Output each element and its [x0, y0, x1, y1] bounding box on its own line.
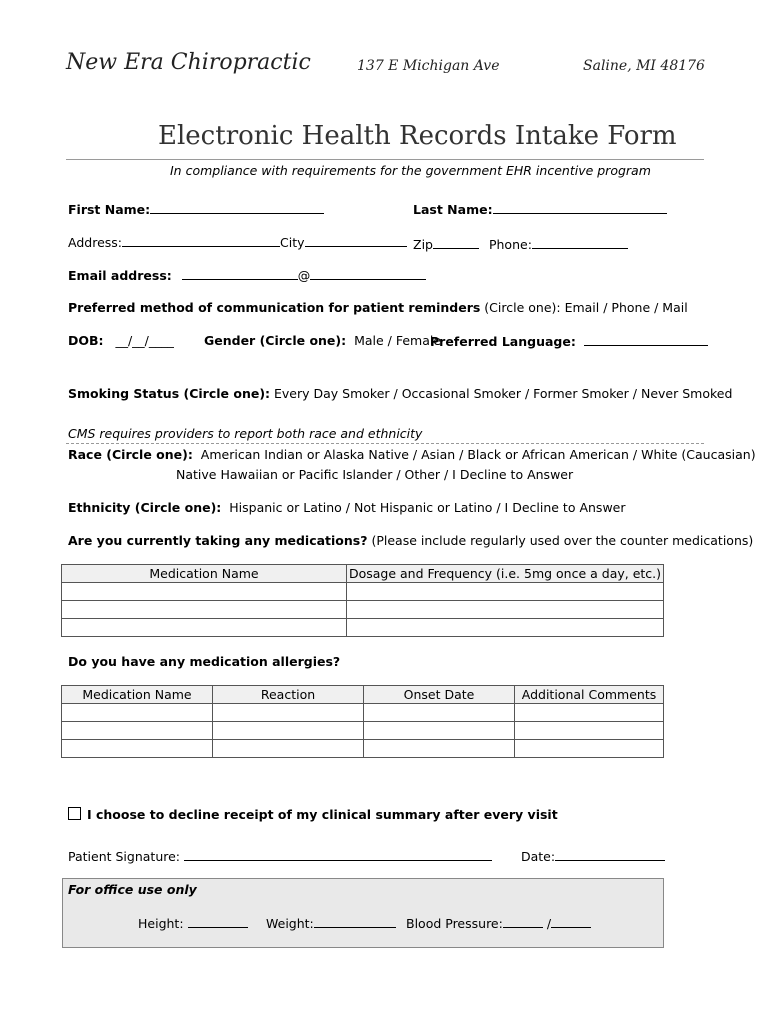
signature-field[interactable] — [68, 848, 492, 864]
table-cell[interactable] — [62, 601, 347, 619]
table-cell[interactable] — [347, 619, 664, 637]
pref-method-row — [68, 300, 688, 315]
table-cell[interactable] — [364, 704, 515, 722]
race-options-1[interactable]: American Indian or Alaska Native / Asian / Black or African American / White (Caucasian) — [200, 447, 756, 462]
height-field[interactable] — [138, 915, 248, 931]
table-cell[interactable] — [213, 704, 364, 722]
address-field[interactable] — [68, 234, 407, 250]
form-subtitle: In compliance with requirements for the government EHR incentive program — [170, 163, 651, 178]
city-line[interactable] — [305, 234, 407, 247]
date-field[interactable] — [521, 848, 665, 864]
email-user-line[interactable] — [182, 267, 298, 280]
address-label: Address: — [68, 235, 122, 250]
table-cell[interactable] — [347, 601, 664, 619]
table-cell[interactable] — [364, 740, 515, 758]
gender-row — [204, 333, 441, 348]
allergy-question: Do you have any medication allergies? — [68, 654, 341, 669]
ethnicity-row — [68, 500, 626, 515]
gender-label: Gender (Circle one): — [204, 333, 347, 348]
table-cell[interactable] — [62, 583, 347, 601]
cms-rule — [66, 443, 704, 444]
city-label: City — [280, 235, 305, 250]
phone-line[interactable] — [532, 236, 628, 249]
table-cell[interactable] — [213, 722, 364, 740]
table-row — [62, 722, 664, 740]
bp-slash: / — [546, 916, 552, 931]
last-name-line[interactable] — [493, 201, 667, 214]
allergies-table — [61, 685, 664, 758]
table-row — [62, 601, 664, 619]
first-name-field[interactable] — [68, 201, 324, 217]
clinic-name: New Era Chiropractic — [66, 50, 311, 75]
allergies-header-name: Medication Name — [62, 686, 213, 704]
gender-options[interactable]: Male / Female — [354, 333, 442, 348]
table-row — [62, 740, 664, 758]
medications-header-name: Medication Name — [62, 565, 347, 583]
table-cell[interactable] — [515, 740, 664, 758]
race-options-2[interactable]: Native Hawaiian or Pacific Islander / Other / I Decline to Answer — [176, 467, 574, 482]
date-line[interactable] — [555, 848, 665, 861]
cms-note: CMS requires providers to report both race and ethnicity — [68, 426, 423, 441]
zip-phone-field[interactable] — [413, 236, 628, 252]
pref-method-options[interactable]: (Circle one): Email / Phone / Mail — [484, 300, 688, 315]
table-cell[interactable] — [62, 740, 213, 758]
meds-question-row — [68, 533, 753, 548]
dob-label: DOB: — [68, 333, 104, 348]
language-field[interactable] — [430, 333, 708, 349]
height-line[interactable] — [188, 915, 248, 928]
form-title: Electronic Health Records Intake Form — [158, 121, 677, 151]
dob-field[interactable] — [68, 333, 174, 348]
ethnicity-options[interactable]: Hispanic or Latino / Not Hispanic or Latino / I Decline to Answer — [229, 500, 626, 515]
first-name-label: First Name: — [68, 202, 151, 217]
allergies-header-onset: Onset Date — [364, 686, 515, 704]
table-row — [62, 619, 664, 637]
table-cell[interactable] — [347, 583, 664, 601]
race-label: Race (Circle one): — [68, 447, 193, 462]
weight-label: Weight: — [266, 916, 314, 931]
table-cell[interactable] — [213, 740, 364, 758]
phone-label: Phone: — [488, 237, 532, 252]
table-cell[interactable] — [515, 722, 664, 740]
table-row — [62, 704, 664, 722]
medications-header-dosage: Dosage and Frequency (i.e. 5mg once a day, etc.) — [347, 565, 664, 583]
signature-label: Patient Signature: — [68, 849, 181, 864]
email-domain-line[interactable] — [310, 267, 426, 280]
race-row — [68, 447, 756, 462]
meds-question: Are you currently taking any medications? — [68, 533, 368, 548]
medications-table — [61, 564, 664, 637]
blood-pressure-field[interactable] — [406, 915, 591, 931]
ethnicity-label: Ethnicity (Circle one): — [68, 500, 222, 515]
address-line[interactable] — [122, 234, 280, 247]
office-use-title: For office use only — [68, 882, 197, 897]
decline-checkbox[interactable] — [68, 807, 81, 820]
weight-line[interactable] — [314, 915, 396, 928]
clinic-city: Saline, MI 48176 — [583, 58, 705, 74]
allergies-header-comments: Additional Comments — [515, 686, 664, 704]
date-label: Date: — [521, 849, 556, 864]
title-rule — [66, 159, 704, 160]
table-cell[interactable] — [62, 704, 213, 722]
smoking-row — [68, 386, 732, 401]
pref-method-label: Preferred method of communication for patient reminders — [68, 300, 481, 315]
table-cell[interactable] — [364, 722, 515, 740]
smoking-options[interactable]: Every Day Smoker / Occasional Smoker / Former Smoker / Never Smoked — [274, 386, 733, 401]
dob-blank[interactable]: __/__/____ — [115, 333, 174, 348]
table-cell[interactable] — [62, 619, 347, 637]
decline-row — [68, 807, 558, 822]
weight-field[interactable] — [266, 915, 396, 931]
bp-diastolic-line[interactable] — [551, 915, 591, 928]
first-name-line[interactable] — [150, 201, 324, 214]
email-label: Email address: — [68, 268, 172, 283]
bp-systolic-line[interactable] — [503, 915, 543, 928]
zip-line[interactable] — [433, 236, 479, 249]
email-at: @ — [297, 268, 311, 283]
signature-line[interactable] — [184, 848, 492, 861]
decline-label: I choose to decline receipt of my clinical summary after every visit — [87, 807, 558, 822]
bp-label: Blood Pressure: — [406, 916, 503, 931]
clinic-address: 137 E Michigan Ave — [357, 58, 500, 74]
table-cell[interactable] — [515, 704, 664, 722]
smoking-label: Smoking Status (Circle one): — [68, 386, 271, 401]
allergies-header-reaction: Reaction — [213, 686, 364, 704]
language-line[interactable] — [584, 333, 708, 346]
table-row — [62, 583, 664, 601]
height-label: Height: — [138, 916, 184, 931]
last-name-label: Last Name: — [413, 202, 493, 217]
email-field[interactable] — [68, 267, 426, 283]
table-cell[interactable] — [62, 722, 213, 740]
last-name-field[interactable] — [413, 201, 667, 217]
language-label: Preferred Language: — [430, 334, 576, 349]
meds-note: (Please include regularly used over the counter medications) — [371, 533, 754, 548]
zip-label: Zip — [413, 237, 433, 252]
